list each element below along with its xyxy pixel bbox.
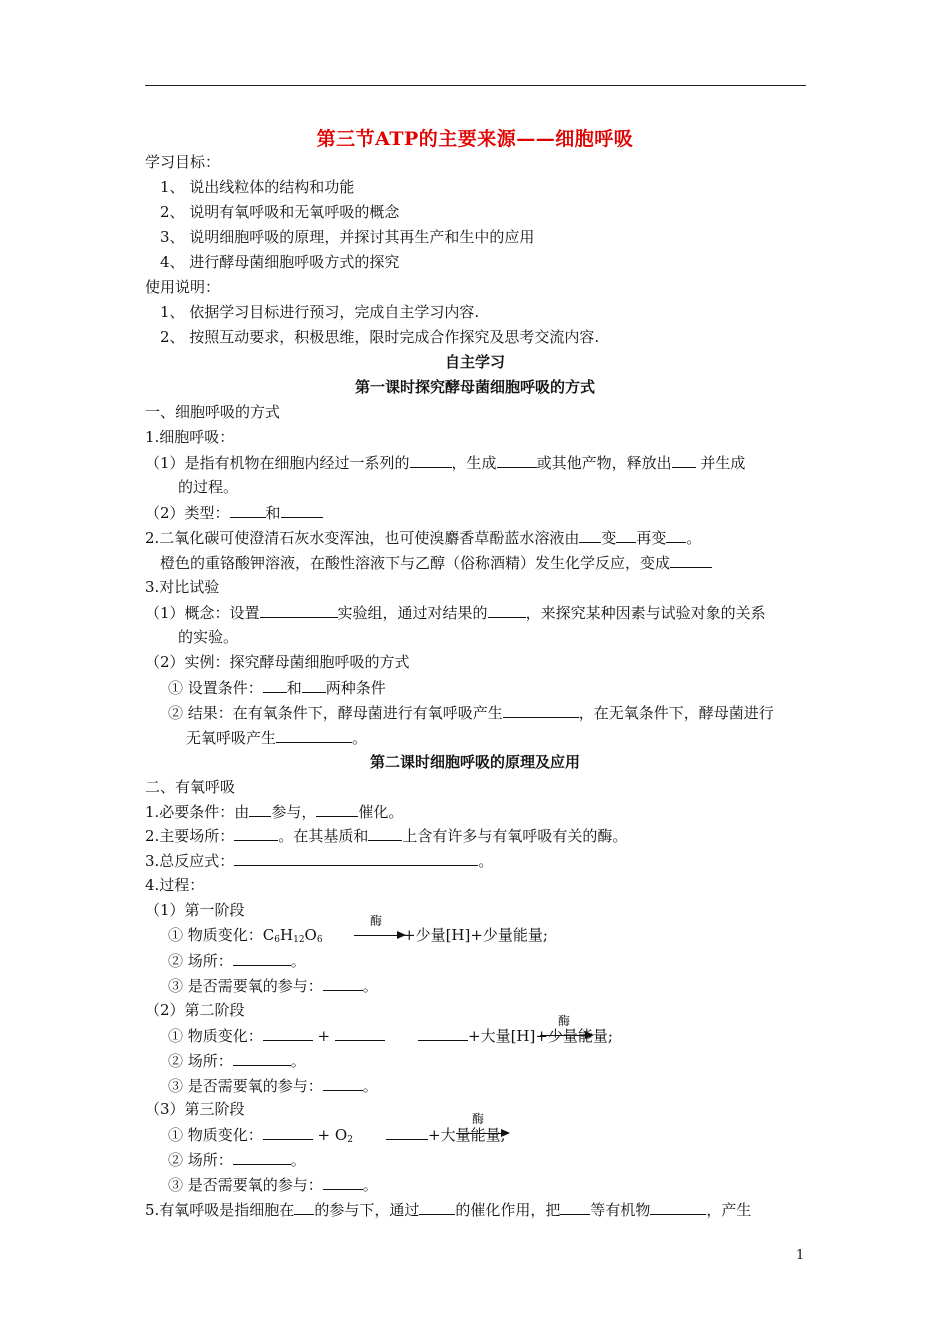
- stage-heading: （2）第二阶段: [145, 1001, 245, 1019]
- lesson2-heading: 第二课时细胞呼吸的原理及应用: [369, 753, 580, 771]
- enzyme-label: 酶: [558, 1014, 571, 1028]
- fill-line: ① 设置条件： 和 两种条件: [168, 679, 386, 697]
- page-number: 1: [796, 1248, 805, 1263]
- item-line: 3.对比试验: [145, 578, 220, 596]
- fill-line: 3.总反应式： 。: [145, 852, 494, 870]
- fill-line: 2.主要场所： 。在其基质和 上含有许多与有氧呼吸有关的酶。: [145, 827, 628, 845]
- enzyme-label: 酶: [370, 914, 383, 928]
- self-study-heading: 自主学习: [444, 353, 505, 371]
- reaction-arrow: [540, 1035, 592, 1036]
- enzyme-label: 酶: [472, 1112, 485, 1126]
- fill-line: ② 场所： 。: [168, 1052, 306, 1070]
- stage-heading: （3）第三阶段: [145, 1100, 245, 1118]
- fill-line: ③ 是否需要氧的参与： 。: [168, 1077, 378, 1095]
- fill-line: ② 结果：在有氧条件下，酵母菌进行有氧呼吸产生 ，在无氧条件下，酵母菌进行: [168, 704, 774, 722]
- fill-line: （1）概念：设置 实验组，通过对结果的 ，来探究某种因素与试验对象的关系: [145, 604, 766, 622]
- goal-item: 4、 进行酵母菌细胞呼吸方式的探究: [160, 253, 400, 271]
- usage-heading: 使用说明：: [145, 278, 221, 296]
- reaction-product: +少量[H]+少量能量;: [403, 926, 548, 944]
- item-line: 4.过程：: [145, 876, 205, 894]
- reaction-line: ① 物质变化： +: [168, 1025, 385, 1046]
- reaction-line: ① 物质变化：$C_6H_{12}O_6$: [168, 926, 323, 945]
- section-heading: 一、细胞呼吸的方式: [145, 403, 281, 421]
- fill-line: 橙色的重铬酸钾溶液，在酸性溶液下与乙醇（俗称酒精）发生化学反应，变成: [160, 552, 712, 573]
- fill-line: 1.必要条件：由 参与， 催化。: [145, 803, 404, 821]
- reaction-arrow: [456, 1133, 508, 1134]
- usage-item: 2、 按照互动要求，积极思维，限时完成合作探究及思考交流内容.: [160, 328, 600, 346]
- goal-item: 3、 说明细胞呼吸的原理，并探讨其再生产和生中的应用: [160, 228, 535, 246]
- reaction-line: +大量[H]+少量能量;: [418, 1025, 613, 1046]
- section-heading: 二、有氧呼吸: [145, 778, 236, 796]
- reaction-arrow: [354, 935, 404, 936]
- fill-line: ② 场所： 。: [168, 952, 306, 970]
- fill-line: ③ 是否需要氧的参与： 。: [168, 977, 378, 995]
- item-line: （2）实例：探究酵母菌细胞呼吸的方式: [145, 653, 410, 671]
- goal-item: 1、 说出线粒体的结构和功能: [160, 178, 355, 196]
- goal-item: 2、 说明有氧呼吸和无氧呼吸的概念: [160, 203, 400, 221]
- fill-line: （2）类型： 和: [145, 502, 323, 523]
- fill-line: 无氧呼吸产生 。: [186, 729, 368, 747]
- reaction-line: ① 物质变化： + $O_2$: [168, 1126, 353, 1145]
- reaction-line: +大量能量;: [386, 1124, 506, 1145]
- fill-line-cont: 的过程。: [178, 478, 239, 496]
- stage-heading: （1）第一阶段: [145, 901, 245, 919]
- fill-line-cont: 的实验。: [178, 628, 239, 646]
- fill-line: ③ 是否需要氧的参与： 。: [168, 1176, 378, 1194]
- fill-line: 5.有氧呼吸是指细胞在 的参与下，通过 的催化作用，把 等有机物 ，产生: [145, 1201, 752, 1219]
- fill-line: （1）是指有机物在细胞内经过一系列的 ，生成 或其他产物，释放出 并生成: [145, 454, 746, 472]
- usage-item: 1、 依据学习目标进行预习，完成自主学习内容.: [160, 303, 480, 321]
- lesson1-heading: 第一课时探究酵母菌细胞呼吸的方式: [354, 378, 595, 396]
- fill-line: ② 场所： 。: [168, 1151, 306, 1169]
- item-line: 1.细胞呼吸：: [145, 428, 235, 446]
- page-title: 第三节ATP的主要来源——细胞呼吸: [316, 128, 634, 150]
- header-rule: [145, 85, 806, 86]
- goals-heading: 学习目标：: [145, 153, 221, 171]
- fill-line: 2.二氧化碳可使澄清石灰水变浑浊，也可使溴麝香草酚蓝水溶液由 变 再变 。: [145, 529, 702, 547]
